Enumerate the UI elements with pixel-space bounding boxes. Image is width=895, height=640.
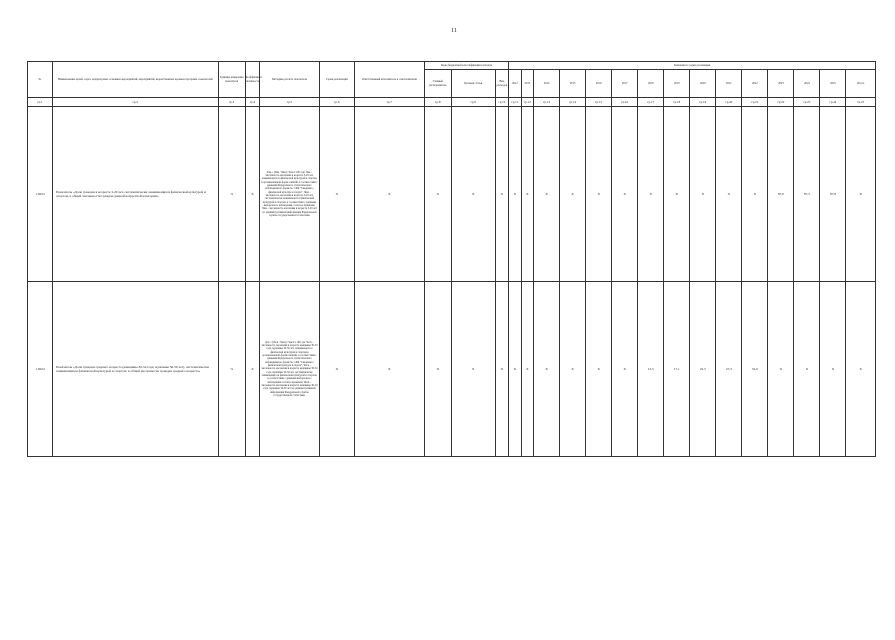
header-coef: Коэффициент значимости xyxy=(245,62,260,98)
column-number: гр.19 xyxy=(690,98,716,107)
year-value: 22,5 xyxy=(690,282,716,457)
column-number: гр.13 xyxy=(534,98,560,107)
column-number: гр.10 xyxy=(495,98,509,107)
column-number-row xyxy=(28,98,876,107)
header-year: 2018 xyxy=(638,70,664,98)
column-number: гр.16 xyxy=(612,98,638,107)
coef-cell: X xyxy=(245,282,260,457)
header-year: 2025 xyxy=(820,70,846,98)
year-value: X xyxy=(742,107,768,282)
csr-cell: X xyxy=(451,107,495,282)
table-row xyxy=(28,107,876,282)
year-value: X xyxy=(690,107,716,282)
term-cell: X xyxy=(319,107,354,282)
column-number: гр.14 xyxy=(560,98,586,107)
column-number: гр.17 xyxy=(638,98,664,107)
header-vr: Вид расходов xyxy=(495,70,509,98)
year-value: 27,3 xyxy=(716,282,742,457)
indicators-table xyxy=(27,61,876,457)
year-value: X xyxy=(820,282,846,457)
header-year: 2012 xyxy=(509,70,521,98)
header-year: 2022 xyxy=(742,70,768,98)
column-number: гр.1 xyxy=(28,98,53,107)
grbs-cell: X xyxy=(424,107,451,282)
header-row-top xyxy=(28,62,876,70)
column-number: гр.2 xyxy=(52,98,218,107)
row-number: 1.0024 xyxy=(28,282,53,457)
year-value: X xyxy=(509,282,521,457)
term-cell: X xyxy=(319,282,354,457)
year-value: X xyxy=(716,107,742,282)
exec-cell: X xyxy=(355,107,425,282)
grbs-cell: X xyxy=(424,282,451,457)
header-year: 2016 xyxy=(586,70,612,98)
header-year: 2014 xyxy=(534,70,560,98)
year-value: X xyxy=(612,107,638,282)
vr-cell: X xyxy=(495,107,509,282)
column-number: гр.9 xyxy=(451,98,495,107)
column-number: гр.8 xyxy=(424,98,451,107)
column-number: гр.3 xyxy=(218,98,245,107)
coef-cell: X xyxy=(245,107,260,282)
column-number: гр.7 xyxy=(355,98,425,107)
year-value: X xyxy=(521,282,533,457)
column-number: гр.4 xyxy=(245,98,260,107)
year-value: X xyxy=(586,282,612,457)
header-method: Методика расчета показателя xyxy=(260,62,319,98)
year-value: X xyxy=(509,107,521,282)
table-row xyxy=(28,282,876,457)
year-value: X xyxy=(768,282,794,457)
year-value: 87,5 xyxy=(794,107,820,282)
header-year: 2024 xyxy=(794,70,820,98)
year-value: X xyxy=(586,107,612,282)
column-number: гр.15 xyxy=(586,98,612,107)
indicator-name: Показатель «Доля граждан среднего возраста (женщины 30-54 года; мужчины 30-59 лет), систематически занимающихся физической культурой и спортом, в общей численности граждан среднего возраста» xyxy=(52,282,218,457)
year-value: X xyxy=(664,107,690,282)
year-value: 15,5 xyxy=(638,282,664,457)
year-value: X xyxy=(560,282,586,457)
column-number: гр.5 xyxy=(260,98,319,107)
header-budget-group: Коды бюджетной классификации расходов xyxy=(424,62,508,70)
year-value: X xyxy=(560,107,586,282)
header-grbs: Главный распорядитель xyxy=(424,70,451,98)
year-value: 17,1 xyxy=(664,282,690,457)
column-number: гр.23 xyxy=(794,98,820,107)
year-value: X xyxy=(638,107,664,282)
header-year: 2020 xyxy=(690,70,716,98)
year-value: X xyxy=(534,282,560,457)
year-value: 87,8 xyxy=(820,107,846,282)
header-year: 2021 xyxy=(716,70,742,98)
year-value: X xyxy=(612,282,638,457)
header-csr: Целевая статья xyxy=(451,70,495,98)
year-value: X xyxy=(521,107,533,282)
indicator-name: Показатель «Доля граждан в возрасте 3-29 лет, систематически занимающихся физической культурой и спортом, в общей численности граждан данной возрастной категории» xyxy=(52,107,218,282)
header-name: Наименование целей, задач, подпрограмм, основных мероприятий, мероприятий, ведомственных целевых программ, показателей xyxy=(52,62,218,98)
column-number: гр.25 xyxy=(846,98,876,107)
header-year: 2013 xyxy=(521,70,533,98)
row-number: 1.0023 xyxy=(28,107,53,282)
header-unit: Единица измерения показателя xyxy=(218,62,245,98)
year-value: X xyxy=(794,282,820,457)
column-number: гр.24 xyxy=(820,98,846,107)
header-exec: Ответственный исполнитель и соисполнители xyxy=(355,62,425,98)
unit-cell: % xyxy=(218,282,245,457)
vr-cell: X xyxy=(495,282,509,457)
year-value: X xyxy=(534,107,560,282)
header-year: 2019 xyxy=(664,70,690,98)
header-year: Итого xyxy=(846,70,876,98)
year-value: 32,0 xyxy=(742,282,768,457)
csr-cell: X xyxy=(451,282,495,457)
column-number: гр.12 xyxy=(521,98,533,107)
column-number: гр.22 xyxy=(768,98,794,107)
method-cell: Дзм = (Чзм / Чнм) / Чнм х 100, где: Чзм – численность населения в возрасте 3-29 лет, занимающегося физической культурой и спортом в организованной форме занятий, в соответствии с данными Федерального статистического наблюдения по форме № 1-ФК "Сведения о физической культуре и спорте"; Чнм – численность населения в возрасте 3-29 лет, систематически занимающегося физической культурой и спортом, в соответствии с данными выборочного наблюдения, согласно правилам; Чнм – численность населения в возрасте 3-29 лет по административной информации Федеральной службы государственной статистики. xyxy=(260,107,319,282)
column-number: гр.20 xyxy=(716,98,742,107)
method-cell: Дсв = (Чзсв / Чнсв) / Чнсв х 100, где: Чзсв – численность населения в возрасте женщины 30-54 года, мужчины 30-59 лет, занимающегося физической культурой и спортом в организованной форме занятий, в соответствии с данными Федерального статистического наблюдения по форме № 1-ФК "Сведения о физической культуре и спорте"; Чнсв – численность населения в возрасте женщины 30-54 года, мужчины 30-59 лет, систематически занимающегося физической культурой и спортом, в соответствии с данными выборочного наблюдения согласно правилам; Чнсв – численность населения в возрасте женщины 30-54 года, мужчины 30-59 лет по административной информации Федеральной службы государственной статистики. xyxy=(260,282,319,457)
column-number: гр.21 xyxy=(742,98,768,107)
header-year: 2023 xyxy=(768,70,794,98)
year-value: X xyxy=(846,282,876,457)
year-value: 87,0 xyxy=(768,107,794,282)
header-term: Сроки реализации xyxy=(319,62,354,98)
year-value: X xyxy=(846,107,876,282)
exec-cell: X xyxy=(355,282,425,457)
column-number: гр.11 xyxy=(509,98,521,107)
unit-cell: % xyxy=(218,107,245,282)
column-number: гр.18 xyxy=(664,98,690,107)
header-year: 2017 xyxy=(612,70,638,98)
header-year: 2015 xyxy=(560,70,586,98)
header-no: № xyxy=(28,62,53,98)
header-values-group: Значения по годам реализации xyxy=(509,62,876,70)
column-number: гр.6 xyxy=(319,98,354,107)
page-number: 11 xyxy=(451,28,457,34)
